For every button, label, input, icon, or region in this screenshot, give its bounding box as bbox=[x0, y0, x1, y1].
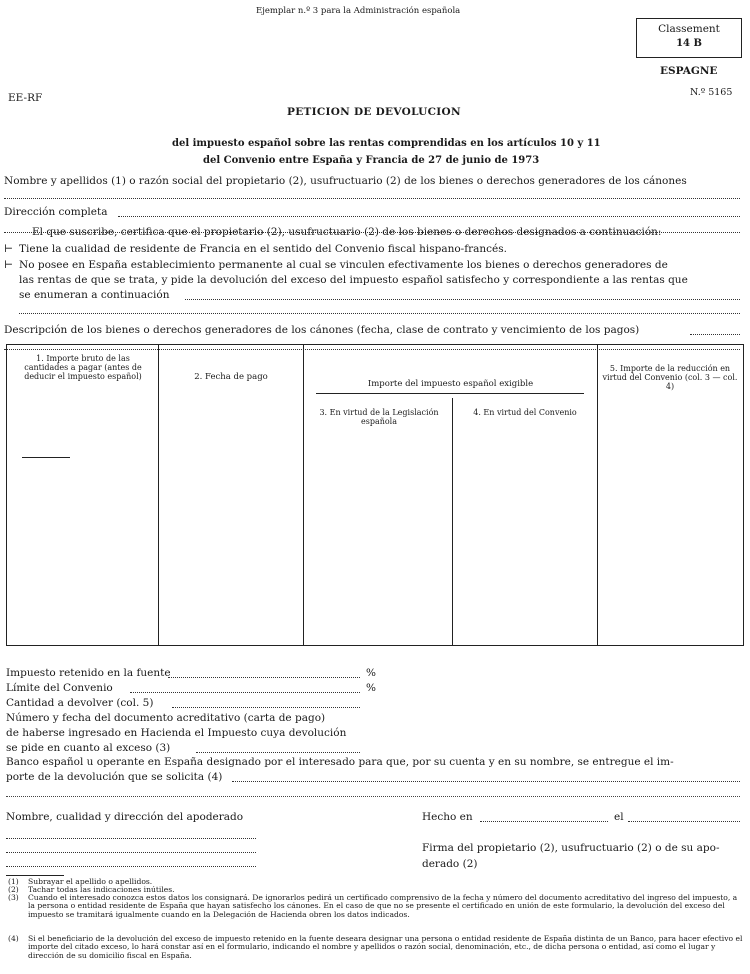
classement-label: Classement bbox=[658, 23, 720, 35]
descripcion-label: Descripción de los bienes o derechos generadores de los cánones (fecha, clase de contrato y vencimiento de los pagos) bbox=[4, 324, 640, 336]
col4-header: 4. En virtud del Convenio bbox=[473, 408, 577, 417]
direccion-label: Dirección completa bbox=[4, 206, 108, 218]
apoderado-line1[interactable] bbox=[6, 838, 256, 839]
el-label: el bbox=[614, 811, 624, 823]
nombre-line[interactable] bbox=[4, 198, 740, 199]
footnote-2-text: Tachar todas las indicaciones inútiles. bbox=[28, 885, 175, 894]
retenido-percent: % bbox=[366, 667, 376, 679]
footnote-4-number: (4) bbox=[8, 934, 19, 943]
banco-field[interactable] bbox=[232, 781, 740, 782]
apoderado-label: Nombre, cualidad y dirección del apoderado bbox=[6, 811, 244, 823]
form-number: N.º 5165 bbox=[690, 87, 733, 98]
fecha-field[interactable] bbox=[628, 821, 740, 822]
footnote-2-number: (2) bbox=[8, 885, 19, 894]
nombre-label: Nombre y apellidos (1) o razón social del propietario (2), usufructuario (2) de los bienes o derechos generadores de los cánones bbox=[4, 175, 687, 187]
descripcion-field[interactable] bbox=[690, 334, 740, 335]
col-divider-1 bbox=[158, 344, 159, 646]
banco-line1: Banco español u operante en España designado por el interesado para que, por su cuenta y en su nombre, se entregue el im- bbox=[6, 756, 674, 768]
banco-line2: porte de la devolución que se solicita (4) bbox=[6, 771, 223, 783]
retenido-label: Impuesto retenido en la fuente bbox=[6, 667, 171, 679]
footnote-1-text: Subrayar el apellido o apellidos. bbox=[28, 877, 153, 886]
hecho-en-label: Hecho en bbox=[422, 811, 473, 823]
bullet2-dash: ⊢ bbox=[4, 259, 14, 271]
apoderado-line3[interactable] bbox=[6, 866, 256, 867]
col-divider-2 bbox=[303, 344, 304, 646]
direccion-field[interactable] bbox=[118, 216, 740, 217]
footnote-4 bbox=[8, 935, 743, 971]
rentas-field[interactable] bbox=[185, 299, 740, 300]
footnote-rule bbox=[6, 875, 64, 876]
firma-line2: derado (2) bbox=[422, 858, 478, 870]
numero-line1: Número y fecha del documento acreditativo (carta de pago) bbox=[6, 712, 326, 724]
limite-percent: % bbox=[366, 682, 376, 694]
classement-code: 14 B bbox=[676, 38, 702, 49]
footnote-3 bbox=[8, 894, 743, 934]
cantidad-label: Cantidad a devolver (col. 5) bbox=[6, 697, 154, 709]
page-title: PETICION DE DEVOLUCION bbox=[287, 106, 461, 118]
footnote-3-text: Cuando el interesado conozca estos datos los consignará. De ignorarlos pedirá un certificado comprensivo de la fecha y número del documento acreditativo del ingreso del impuesto, a la persona o entidad residente de España que hayan satisfecho los cánones. En el caso de que no se presente el certificado en unión de este formulario, la devolución del exceso del impuesto se tramitará igualmente cuando en la Delegación de Hacienda obren los datos indicados. bbox=[28, 893, 738, 919]
bullet2-line2: las rentas de que se trata, y pide la devolución del exceso del impuesto español satisfecho y correspondiente a las rentas que bbox=[19, 274, 688, 286]
bullet2-line3: se enumeran a continuación bbox=[19, 289, 170, 301]
subtitle-line1: del impuesto español sobre las rentas comprendidas en los artículos 10 y 11 bbox=[172, 138, 601, 149]
group-header: Importe del impuesto español exigible bbox=[367, 379, 534, 389]
hecho-en-field[interactable] bbox=[480, 821, 608, 822]
copy-note: Ejemplar n.º 3 para la Administración española bbox=[256, 6, 461, 16]
classement-box bbox=[636, 18, 742, 58]
limite-field[interactable] bbox=[130, 692, 360, 693]
rentas-line2[interactable] bbox=[19, 313, 740, 314]
numero-line3: se pide en cuanto al exceso (3) bbox=[6, 742, 171, 754]
bullet1-text: Tiene la cualidad de residente de Francia en el sentido del Convenio fiscal hispano-francés. bbox=[19, 243, 507, 255]
col1-header: 1. Importe bruto de las cantidades a pagar (antes de deducir el impuesto español) bbox=[24, 354, 142, 381]
bullet1-dash: ⊢ bbox=[4, 243, 14, 255]
bullet2-line1: No posee en España establecimiento permanente al cual se vinculen efectivamente los bienes o derechos generadores de bbox=[19, 259, 668, 271]
form-code: EE-RF bbox=[8, 92, 43, 104]
footnote-4-text: Si el beneficiario de la devolución del exceso de impuesto retenido en la fuente deseara designar una persona o entidad residente de España distinta de un Banco, para hacer efectivo el importe del citado exceso, lo hará constar así en el formulario, indicando el nombre y apellidos o razón social, denominación, etc., de dicha persona o entidad, así como el lugar y dirección de su domicilio fiscal en España. bbox=[28, 934, 743, 960]
col-divider-3 bbox=[452, 398, 453, 646]
apoderado-line2[interactable] bbox=[6, 852, 256, 853]
signature-divider bbox=[6, 796, 740, 797]
col3-header: 3. En virtud de la Legislación española bbox=[319, 408, 439, 426]
numero-field[interactable] bbox=[196, 752, 360, 753]
footnote-1-number: (1) bbox=[8, 877, 19, 886]
country-label: ESPAGNE bbox=[660, 65, 718, 77]
cantidad-field[interactable] bbox=[172, 707, 360, 708]
group-underline bbox=[316, 393, 584, 394]
col2-header: 2. Fecha de pago bbox=[194, 372, 268, 382]
numero-line2: de haberse ingresado en Hacienda el Impuesto cuya devolución bbox=[6, 727, 347, 739]
col-divider-4 bbox=[597, 344, 598, 646]
footnote-3-number: (3) bbox=[8, 893, 19, 902]
certifica-text: El que suscribe, certifica que el propietario (2), usufructuario (2) de los bienes o derechos designados a continuación: bbox=[32, 226, 662, 238]
col1-short-line bbox=[22, 457, 70, 458]
retenido-field[interactable] bbox=[168, 677, 360, 678]
limite-label: Límite del Convenio bbox=[6, 682, 113, 694]
subtitle-line2: del Convenio entre España y Francia de 27 de junio de 1973 bbox=[203, 155, 540, 166]
col5-header: 5. Importe de la reducción en virtud del Convenio (col. 3 — col. 4) bbox=[602, 364, 738, 391]
firma-line1: Firma del propietario (2), usufructuario (2) o de su apo- bbox=[422, 842, 720, 854]
